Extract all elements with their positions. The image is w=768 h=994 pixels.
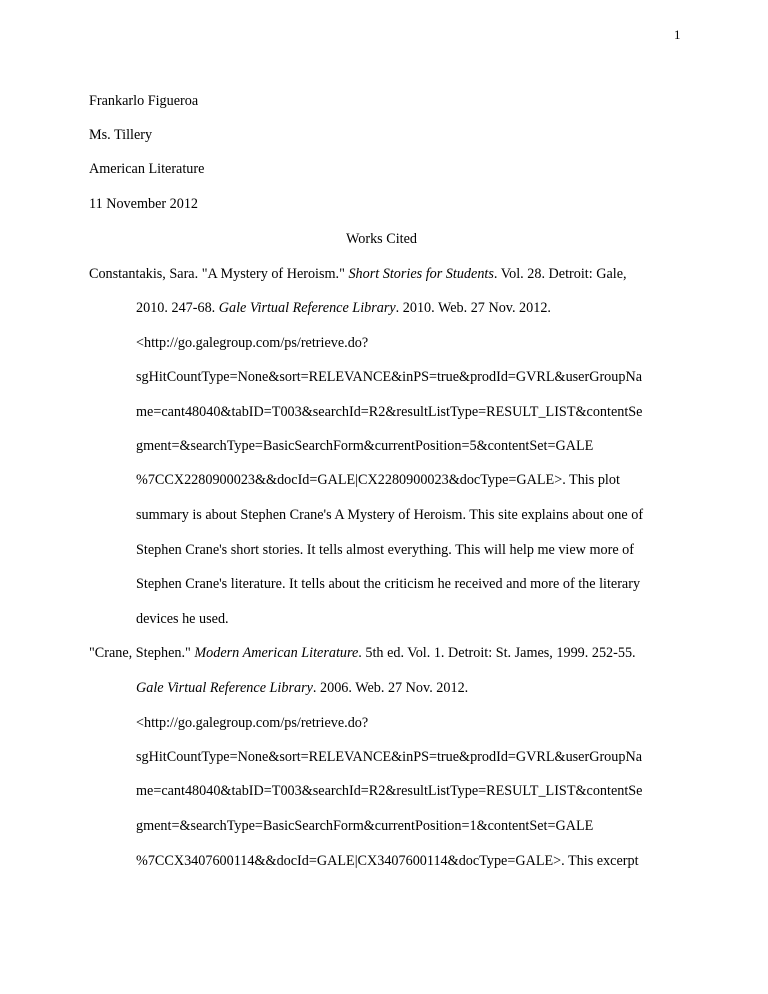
annotation-line: Stephen Crane's literature. It tells about the criticism he received and more of the literary	[136, 576, 641, 592]
works-cited-title: Works Cited	[346, 231, 417, 247]
course-name: American Literature	[89, 161, 205, 177]
citation-text: . Vol. 28. Detroit: Gale,	[493, 266, 627, 282]
citation-text: Constantakis, Sara. "A Mystery of Heroism."	[89, 266, 349, 282]
citation-line	[89, 645, 636, 662]
citation-text: . 2010. Web. 27 Nov. 2012.	[395, 300, 551, 316]
citation-text: "Crane, Stephen."	[89, 645, 195, 661]
citation-source-title: Modern American Literature	[194, 645, 359, 661]
annotation-line: summary is about Stephen Crane's A Mystery of Heroism. This site explains about one of	[136, 507, 644, 523]
annotation-line: devices he used.	[136, 611, 229, 627]
page-number: 1	[674, 27, 681, 42]
citation-url-line: <http://go.galegroup.com/ps/retrieve.do?	[136, 335, 369, 351]
citation-url-line: sgHitCountType=None&sort=RELEVANCE&inPS=true&prodId=GVRL&userGroupNa	[136, 749, 642, 765]
instructor-name: Ms. Tillery	[89, 127, 153, 143]
document-date: 11 November 2012	[89, 196, 199, 212]
citation-url-line: sgHitCountType=None&sort=RELEVANCE&inPS=true&prodId=GVRL&userGroupNa	[136, 369, 642, 385]
citation-text: 2010. 247-68.	[136, 300, 219, 316]
citation-url-line: %7CCX3407600114&&docId=GALE|CX3407600114&docType=GALE>. This excerpt	[136, 853, 639, 869]
citation-url-line: %7CCX2280900023&&docId=GALE|CX2280900023&docType=GALE>. This plot	[136, 472, 620, 488]
citation-source-title: Short Stories for Students	[348, 266, 494, 282]
citation-line	[89, 266, 627, 283]
citation-line	[136, 300, 551, 317]
author-name: Frankarlo Figueroa	[89, 93, 199, 109]
citation-url-line: me=cant48040&tabID=T003&searchId=R2&resultListType=RESULT_LIST&contentSe	[136, 783, 643, 799]
annotation-line: Stephen Crane's short stories. It tells almost everything. This will help me view more of	[136, 542, 634, 558]
citation-line	[136, 680, 468, 697]
citation-text: . 2006. Web. 27 Nov. 2012.	[312, 680, 469, 696]
citation-text: . 5th ed. Vol. 1. Detroit: St. James, 1999. 252-55.	[358, 645, 636, 661]
citation-url-line: gment=&searchType=BasicSearchForm&currentPosition=1&contentSet=GALE	[136, 818, 594, 834]
citation-source-title: Gale Virtual Reference Library	[136, 680, 313, 696]
citation-url-line: me=cant48040&tabID=T003&searchId=R2&resultListType=RESULT_LIST&contentSe	[136, 404, 643, 420]
citation-source-title: Gale Virtual Reference Library	[218, 300, 396, 316]
citation-url-line: <http://go.galegroup.com/ps/retrieve.do?	[136, 715, 369, 731]
citation-url-line: gment=&searchType=BasicSearchForm&currentPosition=5&contentSet=GALE	[136, 438, 594, 454]
